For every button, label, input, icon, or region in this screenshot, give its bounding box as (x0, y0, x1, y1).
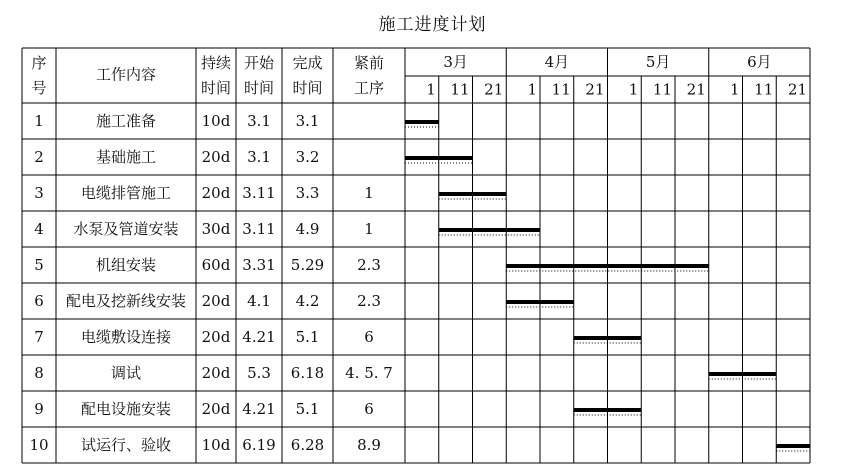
row-number: 3 (34, 184, 44, 202)
header-duration-line1: 持续 (200, 54, 232, 72)
task-start: 4.1 (247, 292, 271, 310)
row-number: 7 (34, 328, 44, 346)
task-predecessor: 2.3 (357, 256, 381, 274)
task-name: 调试 (110, 364, 142, 382)
header-duration-line2: 时间 (200, 79, 232, 97)
day-label: 21 (484, 80, 504, 99)
task-name: 施工准备 (95, 112, 157, 130)
task-name: 配电及挖新线安装 (65, 292, 187, 310)
gantt-bar (776, 444, 810, 448)
task-duration: 60d (201, 256, 231, 274)
task-predecessor: 1 (364, 184, 374, 202)
row-number: 4 (34, 220, 44, 238)
header-content: 工作内容 (95, 65, 157, 84)
task-name: 水泵及管道安装 (73, 220, 179, 238)
month-label: 5月 (645, 53, 671, 71)
header-start-line2: 时间 (243, 79, 275, 97)
task-start: 5.3 (247, 364, 271, 382)
header-seq-line2: 号 (31, 79, 47, 97)
day-label: 11 (754, 80, 774, 99)
row-number: 1 (34, 112, 44, 130)
task-start: 3.11 (242, 184, 276, 202)
task-predecessor: 2.3 (357, 292, 381, 310)
task-duration: 20d (201, 148, 231, 166)
row-number: 9 (34, 400, 44, 418)
row-number: 10 (29, 436, 49, 454)
task-start: 3.1 (247, 148, 271, 166)
task-duration: 20d (201, 364, 231, 382)
task-duration: 10d (201, 436, 231, 454)
gantt-bar (405, 120, 439, 124)
day-label: 1 (426, 80, 436, 99)
day-label: 21 (686, 80, 706, 99)
task-duration: 20d (201, 328, 231, 346)
task-start: 3.31 (242, 256, 276, 274)
task-finish: 4.2 (295, 292, 320, 310)
day-label: 11 (652, 80, 672, 99)
task-predecessor: 6 (364, 328, 374, 346)
month-label: 3月 (443, 53, 468, 71)
task-finish: 3.3 (295, 184, 320, 202)
gantt-bar (574, 336, 642, 340)
task-finish: 5.29 (290, 256, 325, 274)
task-start: 3.11 (242, 220, 276, 238)
gantt-bar (439, 228, 540, 232)
task-predecessor: 1 (364, 220, 374, 238)
task-finish: 5.1 (295, 328, 320, 346)
header-pred-line2: 工序 (353, 79, 385, 97)
task-finish: 4.9 (295, 220, 320, 238)
task-duration: 20d (201, 400, 231, 418)
task-name: 试运行、验收 (80, 436, 172, 454)
task-name: 基础施工 (95, 148, 157, 166)
header-finish-line2: 时间 (292, 79, 323, 97)
day-label: 11 (450, 80, 470, 99)
task-duration: 20d (201, 184, 231, 202)
row-number: 5 (34, 256, 44, 274)
day-label: 1 (729, 80, 740, 99)
gantt-bar (506, 300, 574, 304)
month-label: 4月 (544, 53, 570, 71)
gantt-bar (506, 264, 709, 268)
row-number: 6 (34, 292, 44, 310)
task-name: 电缆排管施工 (80, 184, 172, 202)
header-finish-line1: 完成 (292, 54, 323, 72)
day-label: 21 (787, 80, 807, 99)
task-duration: 30d (201, 220, 231, 238)
gantt-bar (709, 372, 777, 376)
task-name: 机组安装 (95, 256, 157, 274)
header-pred-line1: 紧前 (353, 54, 385, 72)
task-name: 电缆敷设连接 (80, 328, 172, 346)
day-label: 11 (551, 80, 571, 99)
gantt-bar (439, 192, 507, 196)
task-finish: 6.18 (290, 364, 325, 382)
day-label: 1 (628, 80, 639, 99)
month-label: 6月 (747, 53, 772, 71)
task-predecessor: 6 (364, 400, 374, 418)
day-label: 21 (585, 80, 605, 99)
task-finish: 6.28 (290, 436, 325, 454)
gantt-bar (574, 408, 642, 412)
task-start: 3.1 (247, 112, 271, 130)
task-duration: 20d (201, 292, 231, 310)
row-number: 2 (34, 148, 44, 166)
task-start: 4.21 (242, 328, 276, 346)
page-title: 施工进度计划 (378, 15, 487, 35)
task-predecessor: 8.9 (357, 436, 381, 454)
day-label: 1 (527, 80, 537, 99)
task-predecessor: 4. 5. 7 (345, 364, 393, 382)
header-seq-line1: 序 (31, 54, 47, 72)
task-start: 6.19 (242, 436, 276, 454)
task-start: 4.21 (242, 400, 276, 418)
task-finish: 5.1 (295, 400, 320, 418)
task-duration: 10d (201, 112, 231, 130)
task-finish: 3.1 (295, 112, 320, 130)
header-start-line1: 开始 (243, 54, 275, 72)
row-number: 8 (34, 364, 44, 382)
task-finish: 3.2 (295, 148, 320, 166)
task-name: 配电设施安装 (80, 400, 172, 418)
gantt-bar (405, 156, 473, 160)
